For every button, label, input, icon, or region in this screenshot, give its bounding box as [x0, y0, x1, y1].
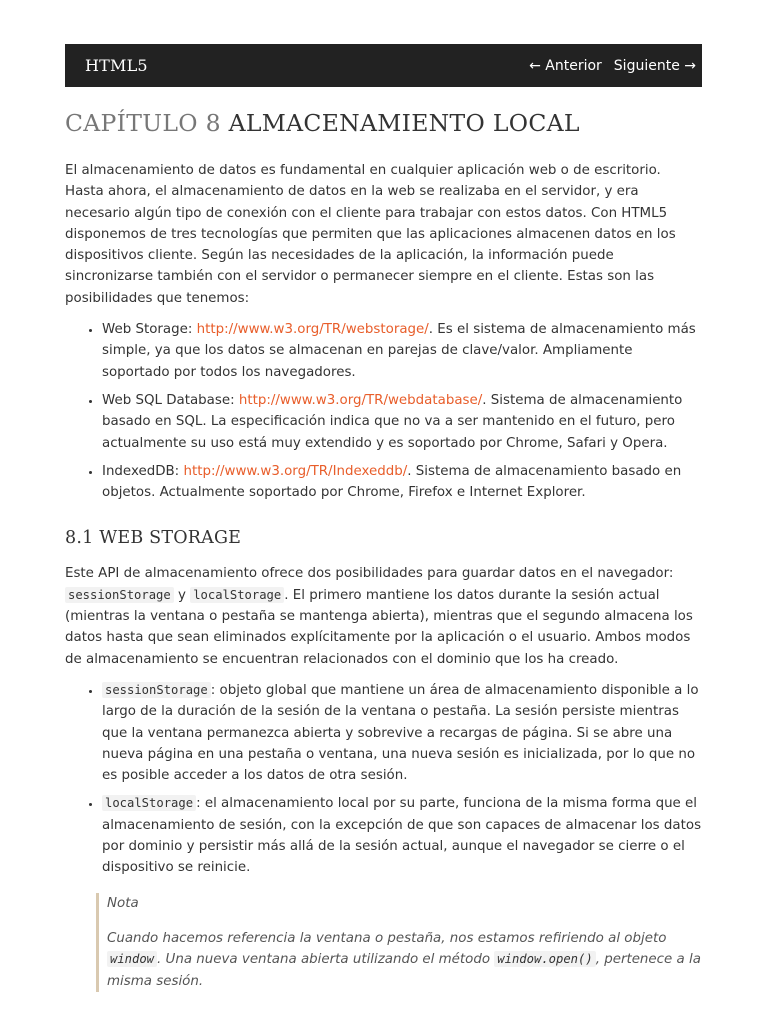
- main-content: [65, 104, 702, 1005]
- text-segment: , pertenece a la misma sesión.: [107, 952, 701, 989]
- text-segment: Cuando hacemos referencia la ventana o pestaña, nos estamos refiriendo al objeto: [107, 930, 667, 946]
- text-segment: Este API de almacenamiento ofrece dos posibilidades para guardar datos en el navegador:: [65, 566, 674, 582]
- storage-types-list: [65, 680, 702, 879]
- list-item: [102, 793, 702, 878]
- note-title: Nota: [107, 895, 139, 911]
- text-segment: . Una nueva ventana abierta utilizando el método: [157, 952, 495, 968]
- webdatabase-link[interactable]: http://www.w3.org/TR/webdatabase/: [238, 392, 483, 408]
- list-item: [102, 390, 702, 454]
- next-link[interactable]: Siguiente →: [613, 57, 696, 74]
- book-title[interactable]: HTML5: [85, 56, 148, 75]
- item-text: : objeto global que mantiene un área de almacenamiento disponible a lo largo de la duración de la sesión de la ventana o pestaña. La sesión persiste mientras que la ventana permanezca abierta y sobrevive a recargas de página. Si se abre una nueva página en una pestaña o ventana, una nueva sesión es inicializada, por lo que no es posible acceder a los datos de otra sesión.: [102, 682, 699, 784]
- section-paragraph: [65, 563, 702, 669]
- list-item: [102, 680, 702, 786]
- technologies-list: [65, 319, 702, 503]
- code-local-storage: localStorage: [102, 795, 196, 811]
- item-prefix: Web Storage:: [102, 322, 197, 338]
- note-box: [96, 893, 702, 992]
- item-text: . Es el sistema de almacenamiento más simple, ya que los datos se almacenan en parejas de clave/valor. Ampliamente soportado por todos los navegadores.: [102, 322, 696, 380]
- item-prefix: Web SQL Database:: [102, 392, 239, 408]
- text-segment: . El primero mantiene los datos durante la sesión actual (mientras la ventana o pestaña se mantenga abierta), mientras que el segundo almacena los datos hasta que sean eliminados explícitamente por la aplicación o el usuario. Ambos modos de almacenamiento se encuentran relacionados con el dominio que los ha creado.: [65, 587, 693, 667]
- chapter-navigation: [529, 58, 696, 74]
- code-window: window: [107, 951, 157, 967]
- list-item: [102, 319, 702, 383]
- item-prefix: IndexedDB:: [102, 463, 184, 479]
- code-session-storage: sessionStorage: [65, 587, 174, 603]
- code-local-storage: localStorage: [190, 587, 284, 603]
- previous-link[interactable]: ← Anterior: [529, 57, 602, 74]
- code-session-storage: sessionStorage: [102, 682, 211, 698]
- item-text: : el almacenamiento local por su parte, funciona de la misma forma que el almacenamiento de sesión, con la excepción de que son capaces de almacenar los datos por dominio y persistir más allá de la sesión actual, aunque el navegador se cierre o el dispositivo se reinicie.: [102, 796, 702, 876]
- text-segment: y: [173, 587, 191, 603]
- note-text: [107, 928, 702, 992]
- section-heading: 8.1 WEB STORAGE: [65, 528, 242, 549]
- chapter-number: CAPÍTULO 8: [65, 109, 221, 137]
- top-navigation-bar: [65, 44, 702, 87]
- list-item: [102, 461, 702, 504]
- chapter-name: ALMACENAMIENTO LOCAL: [228, 109, 580, 137]
- chapter-title: [65, 104, 702, 142]
- item-text: . Sistema de almacenamiento basado en SQL. La especificación indica que no va a ser mantenido en el futuro, pero actualmente su uso está muy extendido y es soportado por Chrome, Safari y Opera.: [102, 392, 683, 451]
- item-text: . Sistema de almacenamiento basado en objetos. Actualmente soportado por Chrome, Firefox e Internet Explorer.: [102, 463, 682, 501]
- webstorage-link[interactable]: http://www.w3.org/TR/webstorage/: [196, 322, 429, 338]
- code-window-open: window.open(): [494, 951, 595, 967]
- indexeddb-link[interactable]: http://www.w3.org/TR/Indexeddb/: [183, 463, 408, 479]
- intro-paragraph: El almacenamiento de datos es fundamental en cualquier aplicación web o de escritorio. Hasta ahora, el almacenamiento de datos en la web se realizaba en el servidor, y era necesario algún tipo de conexión con el cliente para trabajar con estos datos. Con HTML5 disponemos de tres tecnologías que permiten que las aplicaciones almacenen datos en los dispositivos cliente. Según las necesidades de la aplicación, la información puede sincronizarse también con el servidor o permanecer siempre en el cliente. Estas son las posibilidades que tenemos:: [65, 163, 676, 306]
